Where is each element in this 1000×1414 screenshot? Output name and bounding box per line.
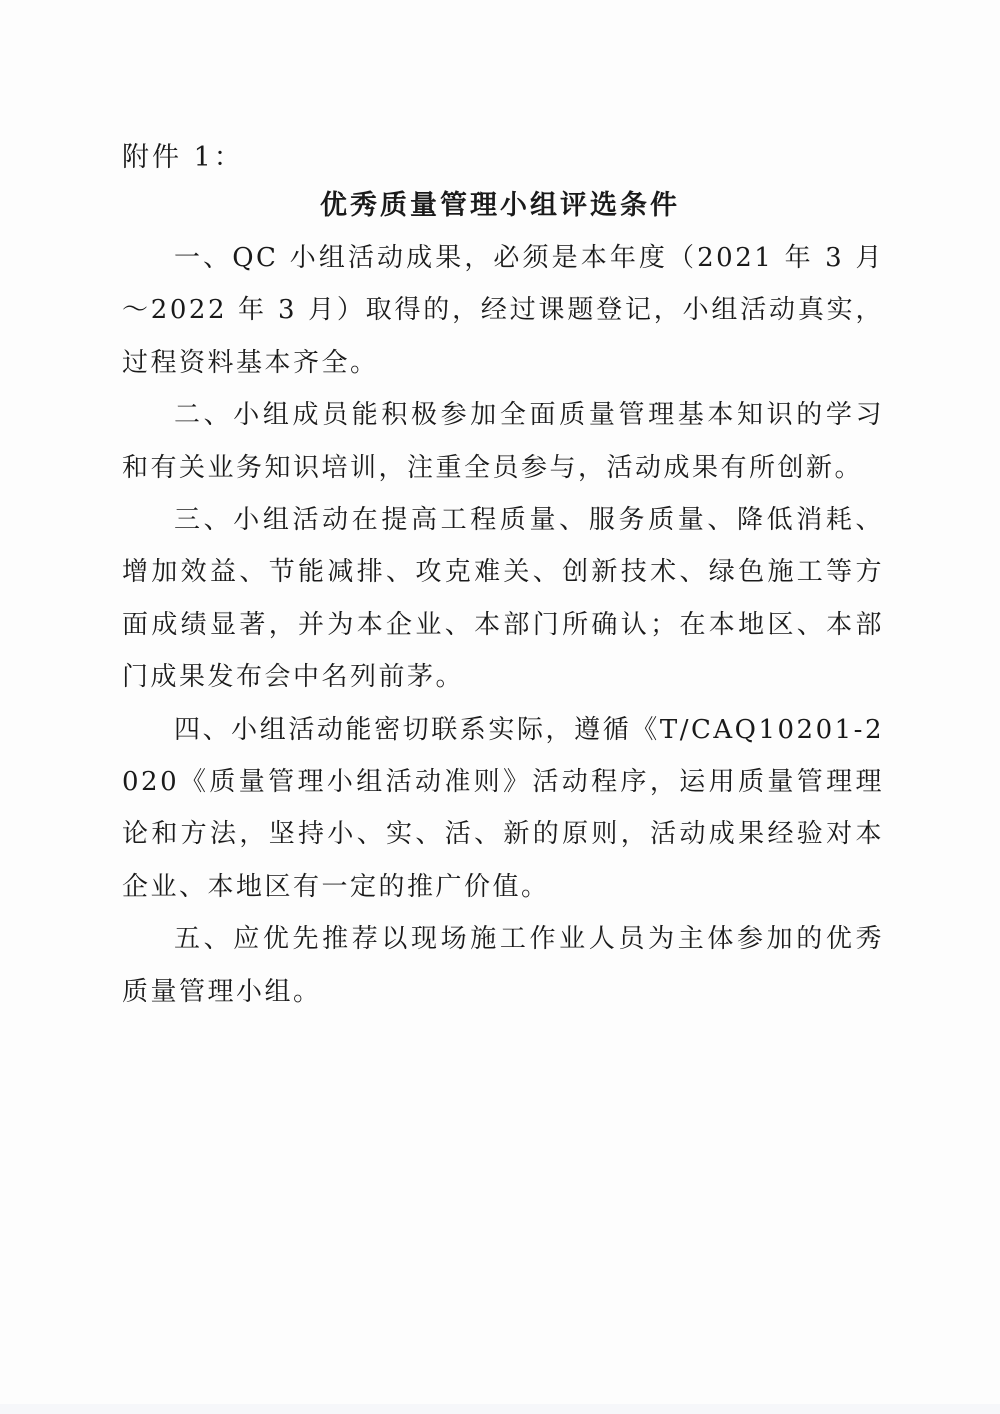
document-title: 优秀质量管理小组评选条件 [320,190,680,221]
document-body [122,232,884,1018]
paragraph-1: 一、QC 小组活动成果，必须是本年度（2021 年 3 月～2022 年 3 月）取得的，经过课题登记，小组活动真实，过程资料基本齐全。 [122,243,884,378]
attachment-label: 附件 1： [122,142,244,173]
scan-edge [0,1404,1000,1414]
paragraph-2: 二、小组成员能积极参加全面质量管理基本知识的学习和有关业务知识培训，注重全员参与，活动成果有所创新。 [122,400,884,483]
paragraph-4: 四、小组活动能密切联系实际，遵循《T/CAQ10201-2020《质量管理小组活动准则》活动程序，运用质量管理理论和方法，坚持小、实、活、新的原则，活动成果经验对本企业、本地区有一定的推广价值。 [122,714,884,902]
paragraph-5: 五、应优先推荐以现场施工作业人员为主体参加的优秀质量管理小组。 [122,924,884,1007]
paragraph-3: 三、小组活动在提高工程质量、服务质量、降低消耗、增加效益、节能减排、攻克难关、创新技术、绿色施工等方面成绩显著，并为本企业、本部门所确认；在本地区、本部门成果发布会中名列前茅。 [122,505,884,693]
